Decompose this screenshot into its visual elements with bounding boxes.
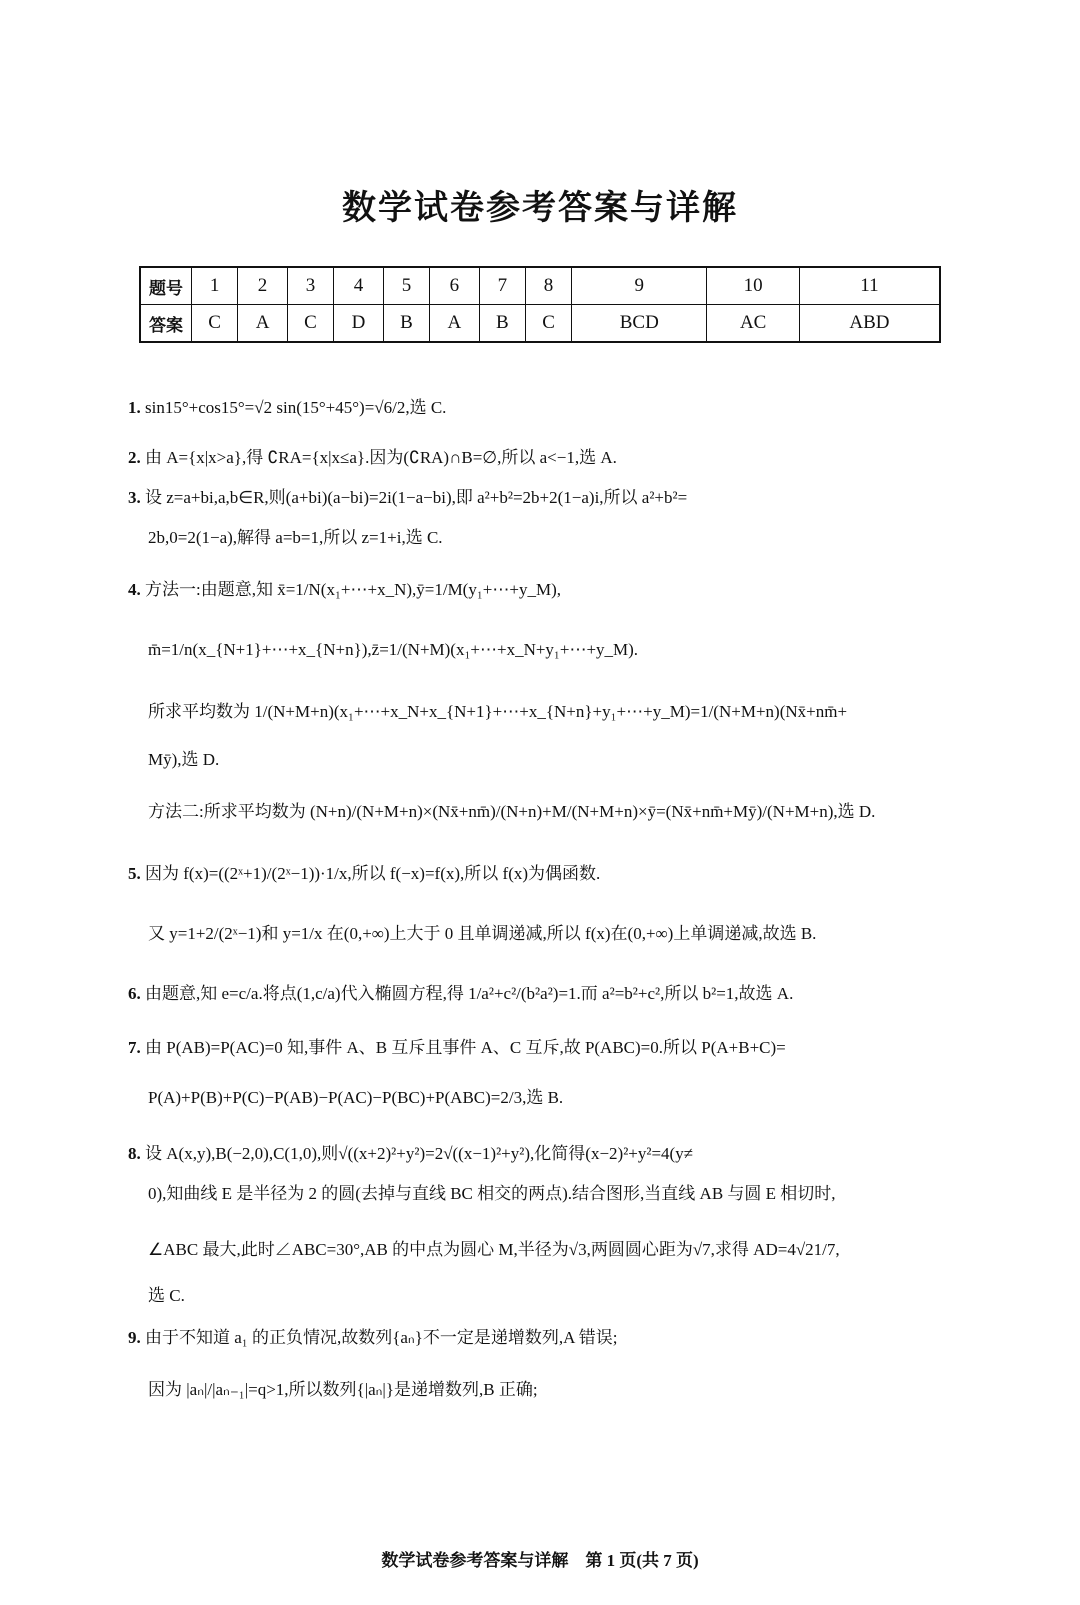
answer-table <box>139 266 941 343</box>
solution-line <box>128 1036 958 1060</box>
solution-line <box>148 1182 978 1206</box>
answer-label: 答案 <box>140 305 192 343</box>
solution-line <box>128 578 958 602</box>
question-number: 5 <box>383 267 429 305</box>
solution-text: 方法一:由题意,知 x̄=1/N(x₁+⋯+x_N),ȳ=1/M(y₁+⋯+y_M), <box>140 580 561 599</box>
solution-text: 由 P(AB)=P(AC)=0 知,事件 A、B 互斥且事件 A、C 互斥,故 P(ABC)=0.所以 P(A+B+C)= <box>140 1038 786 1057</box>
question-label: 3. <box>128 488 141 507</box>
question-label: 5. <box>128 864 141 883</box>
solution-line <box>148 700 978 724</box>
answer-cell: B <box>383 305 429 343</box>
solution-text: 因为 |aₙ|/|aₙ₋₁|=q>1,所以数列{|aₙ|}是递增数列,B 正确; <box>148 1380 538 1399</box>
question-label: 8. <box>128 1144 141 1163</box>
solution-line <box>128 396 958 420</box>
question-label: 2. <box>128 448 141 467</box>
solution-line <box>128 486 958 510</box>
solution-line <box>128 862 958 886</box>
solution-text: 因为 f(x)=((2ˣ+1)/(2ˣ−1))·1/x,所以 f(−x)=f(x),所以 f(x)为偶函数. <box>140 864 601 883</box>
question-number: 3 <box>287 267 333 305</box>
solution-line <box>148 1086 978 1110</box>
solution-line <box>148 1238 978 1262</box>
solution-line <box>128 1326 958 1350</box>
question-number: 4 <box>334 267 384 305</box>
solution-text: 2b,0=2(1−a),解得 a=b=1,所以 z=1+i,选 C. <box>148 528 443 547</box>
solution-line <box>128 446 958 470</box>
answer-cell: B <box>479 305 525 343</box>
solution-line <box>148 800 978 824</box>
question-label: 9. <box>128 1328 141 1347</box>
page-footer: 数学试卷参考答案与详解 第 1 页(共 7 页) <box>381 1551 699 1570</box>
answer-cell: C <box>287 305 333 343</box>
solution-text: 0),知曲线 E 是半径为 2 的圆(去掉与直线 BC 相交的两点).结合图形,当直线 AB 与圆 E 相切时, <box>148 1184 836 1203</box>
answer-cell: BCD <box>572 305 707 343</box>
solution-line <box>148 526 978 550</box>
question-number-label: 题号 <box>140 267 192 305</box>
solution-line <box>148 1284 978 1308</box>
answer-cell: C <box>525 305 571 343</box>
question-number: 7 <box>479 267 525 305</box>
solution-text: 所求平均数为 1/(N+M+n)(x₁+⋯+x_N+x_{N+1}+⋯+x_{N+n}+y₁+⋯+y_M)=1/(N+M+n)(Nx̄+nm̄+ <box>148 702 848 721</box>
solution-text: 选 C. <box>148 1286 185 1305</box>
question-number: 2 <box>238 267 288 305</box>
answer-cell: ABD <box>799 305 940 343</box>
solution-text: 设 A(x,y),B(−2,0),C(1,0),则√((x+2)²+y²)=2√((x−1)²+y²),化简得(x−2)²+y²=4(y≠ <box>140 1144 694 1163</box>
question-number: 6 <box>430 267 480 305</box>
solution-line <box>148 922 978 946</box>
solution-text: Mȳ),选 D. <box>148 750 220 769</box>
solution-line <box>128 982 958 1006</box>
answer-cell: AC <box>707 305 800 343</box>
question-number: 8 <box>525 267 571 305</box>
question-label: 6. <box>128 984 141 1003</box>
solution-line <box>148 638 978 662</box>
solution-text: 由于不知道 a₁ 的正负情况,故数列{aₙ}不一定是递增数列,A 错误; <box>140 1328 618 1347</box>
question-number: 11 <box>799 267 940 305</box>
solution-line <box>148 1378 978 1402</box>
page-title: 数学试卷参考答案与详解 <box>342 188 738 228</box>
question-number: 1 <box>192 267 238 305</box>
solution-line <box>148 748 978 772</box>
solution-text: 又 y=1+2/(2ˣ−1)和 y=1/x 在(0,+∞)上大于 0 且单调递减,所以 f(x)在(0,+∞)上单调递减,故选 B. <box>148 924 817 943</box>
answer-table-answer-row <box>140 305 940 343</box>
answer-cell: A <box>430 305 480 343</box>
answer-cell: D <box>334 305 384 343</box>
solution-text: ∠ABC 最大,此时∠ABC=30°,AB 的中点为圆心 M,半径为√3,两圆圆心距为√7,求得 AD=4√21/7, <box>148 1240 840 1259</box>
solution-text: 由 A={x|x>a},得 ∁RA={x|x≤a}.因为(∁RA)∩B=∅,所以 a<−1,选 A. <box>140 448 617 467</box>
solution-text: 方法二:所求平均数为 (N+n)/(N+M+n)×(Nx̄+nm̄)/(N+n)+M/(N+M+n)×ȳ=(Nx̄+nm̄+Mȳ)/(N+M+n),选 D. <box>148 802 876 821</box>
question-number: 10 <box>707 267 800 305</box>
solution-text: sin15°+cos15°=√2 sin(15°+45°)=√6/2,选 C. <box>140 398 447 417</box>
question-number: 9 <box>572 267 707 305</box>
solution-line <box>128 1142 958 1166</box>
answer-cell: C <box>192 305 238 343</box>
solution-text: 由题意,知 e=c/a.将点(1,c/a)代入椭圆方程,得 1/a²+c²/(b²a²)=1.而 a²=b²+c²,所以 b²=1,故选 A. <box>140 984 794 1003</box>
answer-cell: A <box>238 305 288 343</box>
question-label: 1. <box>128 398 141 417</box>
question-label: 7. <box>128 1038 141 1057</box>
solution-text: P(A)+P(B)+P(C)−P(AB)−P(AC)−P(BC)+P(ABC)=2/3,选 B. <box>148 1088 564 1107</box>
solution-text: 设 z=a+bi,a,b∈R,则(a+bi)(a−bi)=2i(1−a−bi),即 a²+b²=2b+2(1−a)i,所以 a²+b²= <box>140 488 688 507</box>
solution-text: m̄=1/n(x_{N+1}+⋯+x_{N+n}),z̄=1/(N+M)(x₁+⋯+x_N+y₁+⋯+y_M). <box>148 640 639 659</box>
question-label: 4. <box>128 580 141 599</box>
answer-table-header-row <box>140 267 940 305</box>
